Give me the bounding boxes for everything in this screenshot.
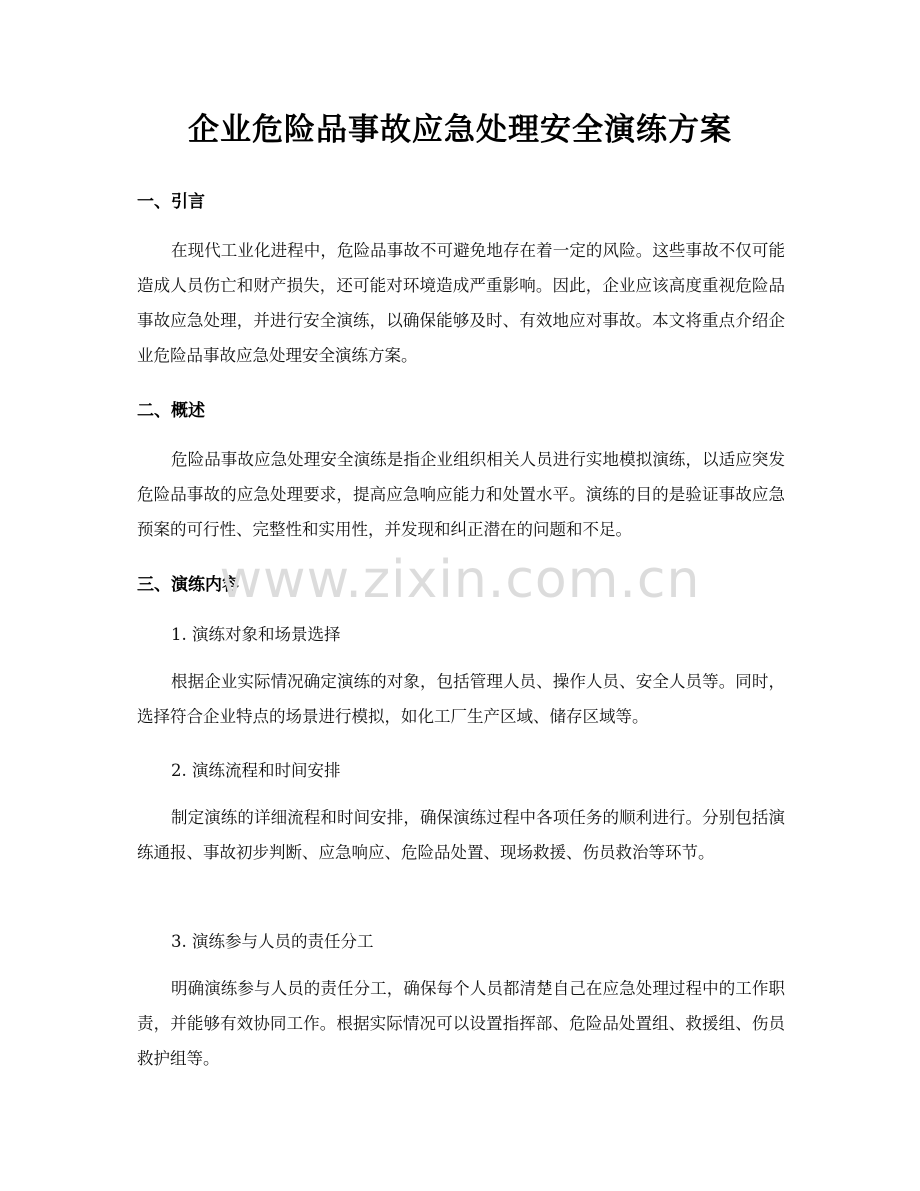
document-title: 企业危险品事故应急处理安全演练方案: [188, 112, 732, 148]
section-heading-overview: 二、概述: [137, 401, 205, 421]
paragraph-drill-process: 制定演练的详细流程和时间安排，确保演练过程中各项任务的顺利进行。分别包括演练通报、事故初步判断、应急响应、危险品处置、现场救援、伤员救治等环节。: [137, 808, 785, 862]
subheading-drill-responsibilities: 3. 演练参与人员的责任分工: [171, 932, 374, 951]
watermark-text: www.zixin.com.cn: [219, 550, 701, 610]
section-heading-drill-content: 三、演练内容: [137, 575, 239, 595]
subheading-drill-targets: 1. 演练对象和场景选择: [171, 625, 341, 644]
paragraph-drill-targets: 根据企业实际情况确定演练的对象，包括管理人员、操作人员、安全人员等。同时，选择符合企业特点的场景进行模拟，如化工厂生产区域、储存区域等。: [137, 672, 785, 726]
paragraph-drill-responsibilities: 明确演练参与人员的责任分工，确保每个人员都清楚自己在应急处理过程中的工作职责，并能够有效协同工作。根据实际情况可以设置指挥部、危险品处置组、救援组、伤员救护组等。: [137, 979, 785, 1068]
subheading-drill-process: 2. 演练流程和时间安排: [171, 761, 341, 780]
section-paragraph-introduction: 在现代工业化进程中，危险品事故不可避免地存在着一定的风险。这些事故不仅可能造成人员伤亡和财产损失，还可能对环境造成严重影响。因此，企业应该高度重视危险品事故应急处理，并进行安全演练，以确保能够及时、有效地应对事故。本文将重点介绍企业危险品事故应急处理安全演练方案。: [137, 241, 785, 365]
section-heading-introduction: 一、引言: [137, 192, 205, 212]
section-paragraph-overview: 危险品事故应急处理安全演练是指企业组织相关人员进行实地模拟演练，以适应突发危险品事故的应急处理要求，提高应急响应能力和处置水平。演练的目的是验证事故应急预案的可行性、完整性和实用性，并发现和纠正潜在的问题和不足。: [137, 450, 785, 539]
